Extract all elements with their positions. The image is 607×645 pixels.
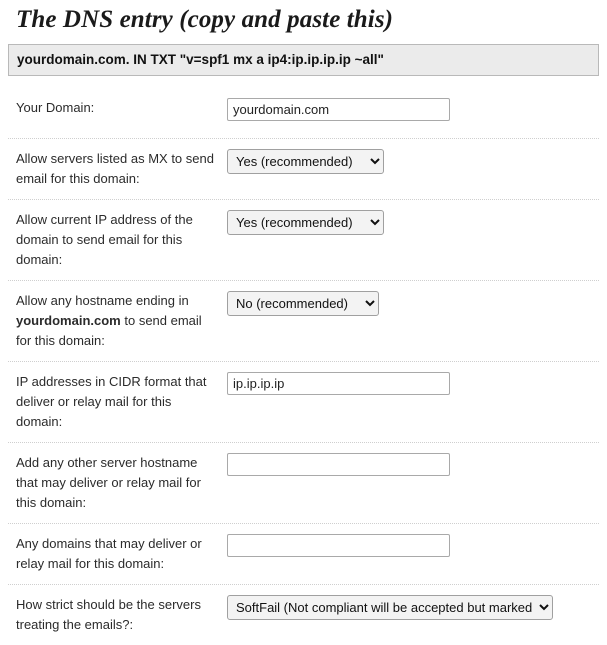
cidr-input[interactable] (227, 372, 450, 395)
label-your-domain: Your Domain: (16, 100, 95, 115)
label-allow-mx: Allow servers listed as MX to send email for this domain: (16, 151, 214, 186)
label-allow-hostname-prefix: Allow any hostname ending in (16, 293, 189, 308)
form-row-allow-current-ip (8, 200, 599, 281)
label-other-hostname: Add any other server hostname that may deliver or relay mail for this domain: (16, 455, 201, 510)
your-domain-input[interactable] (227, 98, 450, 121)
field-cidr (220, 372, 599, 395)
form-row-other-hostname (8, 443, 599, 524)
page-title: The DNS entry (copy and paste this) (16, 6, 394, 33)
form-row-cidr (8, 362, 599, 443)
allow-mx-select[interactable] (227, 149, 384, 174)
label-allow-current-ip: Allow current IP address of the domain to send email for this domain: (16, 212, 193, 267)
field-your-domain (220, 98, 599, 121)
allow-hostname-select[interactable] (227, 291, 379, 316)
form-row-allow-mx (8, 139, 599, 200)
field-allow-mx (220, 149, 599, 174)
field-other-hostname (220, 453, 599, 476)
label-allow-hostname (8, 291, 220, 351)
form-row-strictness (8, 585, 599, 645)
field-allow-hostname (220, 291, 599, 316)
other-domains-input[interactable] (227, 534, 450, 557)
field-strictness (220, 595, 599, 620)
other-hostname-input[interactable] (227, 453, 450, 476)
allow-current-ip-select[interactable] (227, 210, 384, 235)
dns-record-output[interactable]: yourdomain.com. IN TXT "v=spf1 mx a ip4:ip.ip.ip.ip ~all" (8, 44, 599, 76)
field-other-domains (220, 534, 599, 557)
label-strictness: How strict should be the servers treating the emails?: (16, 597, 201, 632)
label-allow-hostname-domain: yourdomain.com (16, 313, 121, 328)
form-row-allow-hostname (8, 281, 599, 362)
label-cidr: IP addresses in CIDR format that deliver or relay mail for this domain: (16, 374, 207, 429)
field-allow-current-ip (220, 210, 599, 235)
spf-generator-page (0, 6, 607, 632)
spf-form (8, 88, 599, 645)
label-allow-hostname-suffix: to send email for this domain: (16, 313, 202, 348)
form-row-your-domain (8, 88, 599, 139)
label-other-domains: Any domains that may deliver or relay mail for this domain: (16, 536, 202, 571)
strictness-select[interactable] (227, 595, 553, 620)
